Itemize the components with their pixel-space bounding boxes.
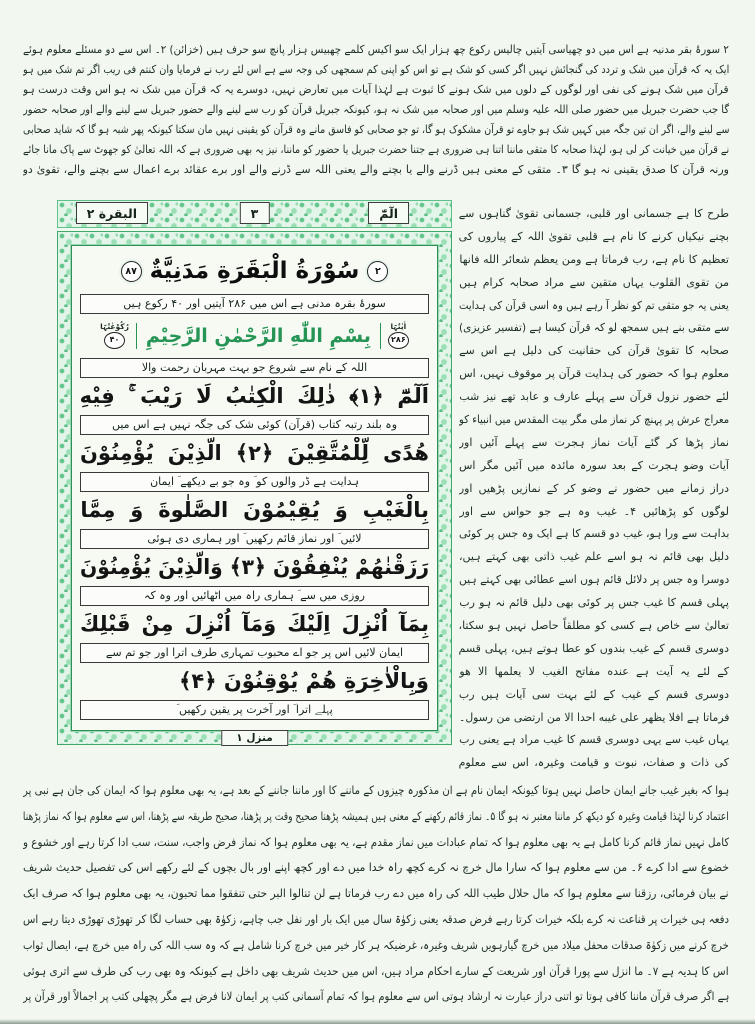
commentary-line: معراج عرش پر پہنچ کر نماز ملی مگر بیت المقدس میں انبیاء کو [459, 413, 729, 427]
verse-arabic: هُدًى لِّلْمُتَّقِيْنَ ﴿۲﴾ الَّذِيْنَ يُؤْمِنُوْنَ [80, 441, 429, 465]
ornamental-frame [57, 231, 452, 745]
commentary-line: ایک یہ کہ قرآن میں شک و تردد کی گنجائش نہیں اگر کسی کو شک ہے تو اس کو اپنی کم سمجھی کی وجہ سے ہے اس لئے رب نے فرمایا وان كنتم فى ريب اگر تم شک میں ہو [23, 63, 729, 76]
juz-name-label [368, 202, 409, 224]
page-number-text: ۳ [250, 205, 259, 221]
verse-arabic: بِمَآ اُنْزِلَ اِلَيْكَ وَمَآ اُنْزِلَ مِنْ قَبْلِكَ [80, 612, 429, 636]
quran-text-area [71, 245, 438, 731]
commentary-line: قرآن میں شک ہونے کی نفی اور لوگوں کے دلوں میں شک ہونے کا ثبوت ہے لہٰذا آیات میں تعارض نہیں، دوسرے یہ کہ قرآن میں شک نہ ہو اس وقت درست ہو [23, 83, 729, 96]
commentary-line: ہوا کہ بغیر غیب جانے ایمان حاصل نہیں ہوتا کیونکہ ایمان نام ہے ان مذکورہ چیزوں کے ماننے کا اور ماننا جاننے کے بعد ہے، یہ بھی معلوم ہوا کہ ایمان کی جان ہے نبی پر [23, 783, 729, 797]
verse-arabic: رَزَقْنٰهُمْ يُنْفِقُوْنَ ﴿۳﴾ وَالَّذِيْنَ يُؤْمِنُوْنَ [80, 555, 429, 579]
ayat-count-label: اٰیٰتُہَا [390, 322, 407, 332]
commentary-line: گا جب حضرت جبریل میں حضور صلی اللہ علیہ وسلم میں اور صحابہ میں شک نہ ہو، کیونکہ جبریل قرآن کو رب سے لینے والے حضور جبریل سے لینے والے اور صحابہ حضور [23, 103, 729, 116]
commentary-line: یعنی یہ جو متقی تم کو نظر آ رہے ہیں وہ اسی قرآن کی ہدایت [459, 298, 729, 312]
surah-title-row [80, 250, 429, 292]
manzil-label: منزل ۱ [221, 730, 288, 746]
commentary-line: سے متقی بنے ہیں سمجھ لو کہ قرآن کیسا ہے (تفسیر عزیزی) [459, 321, 729, 335]
page-number-label [240, 202, 270, 224]
commentary-line: بداہت سے ورا ہو، غیب دو قسم کا ہے ایک وہ جس پر کوئی [459, 527, 729, 541]
commentary-line: نے قرآن میں خیانت کر لی ہو، لہٰذا صحابہ کا متقی ماننا اتنا ہی ضروری ہے جتنا حضرت جبریل یا حضور کو ماننا، نیز یہ بھی ضروری ہے کہ اللہ تعالیٰ کو جھوٹ سے پاک مانا جائے [23, 143, 729, 156]
verse-arabic: اَلٓمّٓ ﴿۱﴾ ذٰلِكَ الْكِتٰبُ لَا رَيْبَ ۚ فِيْهِ [80, 384, 429, 408]
commentary-line: ہے اگر صرف قرآن ماننا کافی ہوتا تو اتنی دراز عبارت نہ ارشاد ہوتی اس سے معلوم ہوا کہ تمام آسمانی کتب پر ایمان لانا فرض ہے مگر پچھلی کتب پر اجمالاً اور قرآن پر [23, 989, 729, 1004]
commentary-line: یہاں غیب سے یہی دوسری قسم کا غیب مراد ہے یعنی رب [459, 733, 729, 747]
commentary-line: طرح کا ہے جسمانی اور قلبی، جسمانی تقویٰ گناہوں سے [459, 207, 729, 220]
surah-info-line: سورۂ بقرہ مدنی ہے اس میں ۲۸۶ آیتیں اور ۴۰ رکوع ہیں [80, 294, 429, 314]
commentary-line: بچنے نیکیاں کرنے کا نام ہے قلبی تقویٰ اللہ کے پیاروں کی [459, 229, 729, 243]
commentary-line: من تقوى القلوب یہاں متقین سے مراد صحابہ کرام ہیں [459, 275, 729, 289]
left-commentary [459, 203, 729, 775]
commentary-line: نے بیان فرمائی، رزقنا سے معلوم ہوا کہ مال حلال طیب اللہ کی راہ میں دے رب فرماتا ہے لن تنالوا البر حتى تنفقوا مما تحبون، یہ بھی معلوم ہوا کہ صرف ایک [23, 886, 729, 901]
bismillah-text: بِسْمِ اللّٰهِ الرَّحْمٰنِ الرَّحِيْمِ [136, 323, 381, 349]
commentary-line: آیات وضو ہجرت کے بعد سورہ مائدہ میں آئیں مگر اس [459, 458, 729, 472]
verse-arabic: بِالْغَيْبِ وَ يُقِيْمُوْنَ الصَّلٰوةَ وَ مِمَّا [80, 498, 429, 522]
ruku-count-value: ۴۰ [104, 332, 125, 349]
surah-header-text: البقرة ۲ [86, 205, 137, 221]
commentary-line: دراز زمانے میں حضور نے وضو کر کے نمازیں پڑھیں اور [459, 481, 729, 495]
surah-title: سُوْرَةُ الْبَقَرَةِ مَدَنِيَّةٌ [149, 258, 360, 284]
quran-box-header [57, 200, 452, 228]
commentary-line: فرماتا ہے افلا يظهر على غيبه احدا الا من ارتضى من رسول۔ [459, 710, 729, 724]
ruku-count-medallion [100, 323, 129, 349]
revelation-order-badge: ۸۷ [121, 261, 142, 282]
ruku-count-label: رُکُوْعٰتُہَا [100, 322, 129, 332]
commentary-line: سے لینے والے، اگر ان تین جگہ میں کہیں شک ہو جاوے تو قرآن مشکوک ہو گا، تو جو صحابی کو فاسق مانے وہ قرآن کو یقینی نہیں مان سکتا کیونکہ پھر شبہ ہو گا کہ شاید صحابی [23, 123, 729, 136]
quran-box [57, 200, 452, 758]
ayat-count-value: ۲۸۶ [388, 332, 409, 349]
ayat-count-medallion [388, 323, 409, 349]
verse-translation: ایمان لائیں اس پر جو اے محبوب تمہاری طرف اترا اور جو تم سے [80, 643, 429, 663]
commentary-line: کے لئے یہ آیت ہے عنده مفاتح الغيب لا يعلمها الا هو [459, 664, 729, 678]
commentary-line: دوسری قسم کے غیب کے لئے بہت سی آیات ہیں رب [459, 687, 729, 701]
commentary-line: نماز پڑھا کر گئے آیات نماز ہجرت سے پہلے آئیں اور [459, 435, 729, 449]
bottom-commentary [23, 778, 729, 1010]
commentary-line: اس کا ہدیہ ہے ۷۔ ما انزل سے پورا قرآن اور شریعت کے سارے احکام مراد ہیں، اس میں حدیث شریف بھی داخل ہے کیونکہ وہ بھی رب کی طرف سے اتری ہوئی [23, 963, 729, 978]
commentary-line: صحابہ کا تقویٰ قرآن کی حقانیت کی دلیل ہے اس سے [459, 344, 729, 358]
bismillah-row [80, 316, 429, 356]
surah-header-label [76, 202, 148, 224]
juz-name-text: الٓمّٓ [379, 205, 398, 221]
commentary-line: دوسرا وہ جس پر دلائل قائم ہوں اسے عطائی بھی کہتے ہیں [459, 573, 729, 587]
verse-translation: ہدایت ہے ڈر والوں کو ؔ وہ جو بے دیکھے ؔ ایمان [80, 472, 429, 492]
commentary-line: تعظیم کا نام ہے، رب فرماتا ہے ومن يعظم شعائر الله فانها [459, 252, 729, 266]
verse-translation: روزی میں سے ؔ ہماری راہ میں اٹھائیں اور وہ کہ [80, 586, 429, 606]
commentary-line: پہلی قسم کا غیب جس پر کوئی بھی دلیل قائم نہ ہو رب [459, 596, 729, 610]
commentary-line: لئے حضور نزول قرآن سے پہلے عارف و عابد تھے نیز شب [459, 390, 729, 404]
commentary-line: کی ذات و صفات، نبوت و قیامت وغیرہ، اس سے معلوم [459, 756, 729, 770]
commentary-line: ۲ سورۂ بقر مدنیہ ہے اس میں دو چھیاسی آیتیں چالیس رکوع چھ ہزار ایک سو اکیس کلمے چھبیس ہزار پانچ سو حرف ہیں (خزائن) ۲۔ اس سے دو مسئلے معلوم ہوئے [23, 43, 729, 56]
verse-translation: وہ بلند رتبہ کتاب (قرآن) کوئی شک کی جگہ نہیں ہے اس میں [80, 415, 429, 435]
verse-translation: لائیں ؔ اور نماز قائم رکھیں ؔ اور ہماری دی ہوئی [80, 529, 429, 549]
surah-number-badge: ۲ [367, 261, 388, 282]
commentary-line: دفعہ ہی خیرات پر قناعت نہ کرے بلکہ خیرات کرتا رہے فرض صدقہ یعنی زکوٰۃ سال میں ایک بار اور نفل جب چاہے، زکوٰۃ بھی حساب لگا کر تھوڑی تھوڑی دیتا رہے اس [23, 911, 729, 926]
commentary-line: معلوم ہوا کہ حضور کی ہدایت قرآن پر موقوف نہیں، اس [459, 367, 729, 381]
commentary-line: دلیل بھی قائم نہ ہو اسے علم غیب ذاتی بھی کہتے ہیں، [459, 550, 729, 564]
commentary-line: کامل نہیں نماز قائم کرنا کامل ہے یہ بھی معلوم ہوا کہ تمام عبادات میں نماز مقدم ہے، یہ بھی معلوم ہوا کہ نماز فرض واجب، سنت، سب ادا کرتا رہے اور خشوع و [23, 834, 729, 849]
commentary-line: ورنہ قرآن کا صدق یقینی نہ ہو گا ۳۔ متقی کے معنی ہیں ڈرنے والے یا بچنے والے یعنی اللہ سے ڈرنے والے اور برے عقائد برے اعمال سے بچنے والے، تقویٰ دو [23, 163, 729, 176]
commentary-line: دوسری قسم کے غیب بندوں کو عطا ہوتے ہیں، پہلی قسم [459, 641, 729, 655]
bismillah-translation: اللہ کے نام سے شروع جو بہت مہربان رحمت والا [80, 358, 429, 378]
verse-translation: پہلے اترا ؔ اور آخرت پر یقین رکھیں ؔ [80, 700, 429, 720]
verse-arabic: وَبِالْاٰخِرَةِ هُمْ يُوْقِنُوْنَ ﴿۴﴾ [179, 669, 429, 693]
commentary-line: خرچ کرنے میں زکوٰۃ صدقات محفل میلاد میں خرچ گیارہویں شریف وغیرہ، غرضیکہ ہر کار خیر میں خرچ کرنا شامل ہے کہ وہ سب اللہ کی راہ میں خرچ ہے، ایصال ثواب [23, 937, 729, 952]
commentary-line: اعتماد کرنا لہٰذا قیامت وغیرہ کو دیکھ کر ماننا معتبر نہ ہو گا ۵۔ نماز قائم رکھنے کے معنی ہیں ہمیشہ پڑھنا صحیح وقت پر پڑھنا، صحیح طریقہ سے پڑھنا، اس سے معلوم ہوا کہ نماز پڑھنا [23, 808, 729, 823]
commentary-line: خضوع سے ادا کرے ۶۔ من سے معلوم ہوا کہ سارا مال خرچ نہ کرے کچھ راہ خدا میں دے اور کچھ اپنے اور بال بچوں کے لئے رکھے اس کی تفصیل حدیث شریف [23, 860, 729, 875]
commentary-line: تعالیٰ سے خاص ہے کسی کو مطلقاً حاصل نہیں ہو سکتا، [459, 619, 729, 633]
commentary-line: لوگوں کو پڑھائیں ۴۔ غیب وہ ہے جو حواس سے اور [459, 504, 729, 518]
top-commentary [23, 40, 729, 180]
